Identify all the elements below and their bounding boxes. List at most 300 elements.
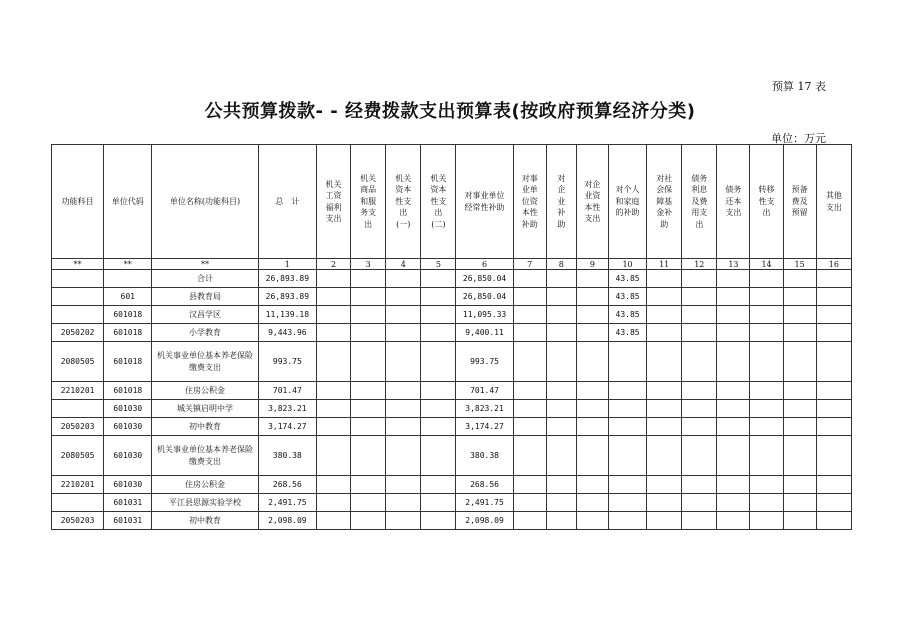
cell-c11: [647, 306, 682, 324]
index-cell: **: [104, 259, 152, 270]
cell-total: 380.38: [258, 436, 316, 476]
cell-c7: [513, 476, 546, 494]
cell-c16: [816, 400, 851, 418]
cell-c12: [682, 342, 717, 382]
index-cell: 4: [386, 259, 421, 270]
cell-c9: [576, 418, 608, 436]
cell-c7: [513, 306, 546, 324]
cell-c5: [421, 436, 456, 476]
cell-c7: [513, 324, 546, 342]
column-header: [750, 145, 783, 259]
cell-c16: [816, 382, 851, 400]
cell-c12: [682, 476, 717, 494]
cell-c12: [682, 436, 717, 476]
index-cell: 16: [816, 259, 851, 270]
column-header: [546, 145, 576, 259]
cell-func: 2210201: [52, 476, 104, 494]
cell-c10: [608, 400, 646, 418]
cell-c9: [576, 476, 608, 494]
cell-total: 2,491.75: [258, 494, 316, 512]
index-cell: 3: [351, 259, 386, 270]
cell-c15: [783, 324, 816, 342]
cell-c8: [546, 400, 576, 418]
header-line: 业单: [521, 185, 538, 195]
index-cell: 11: [647, 259, 682, 270]
cell-total: 3,174.27: [258, 418, 316, 436]
cell-c5: [421, 418, 456, 436]
cell-c15: [783, 288, 816, 306]
cell-c7: [513, 494, 546, 512]
cell-c15: [783, 436, 816, 476]
cell-c7: [513, 512, 546, 530]
header-line: (一): [396, 219, 411, 229]
header-line: 资本: [395, 185, 412, 195]
cell-c8: [546, 436, 576, 476]
page-title: 公共预算拨款- - 经费拨款支出预算表(按政府预算经济分类): [204, 101, 696, 122]
cell-func: [52, 270, 104, 288]
cell-c14: [750, 436, 783, 476]
column-header: [52, 145, 104, 259]
index-cell: 2: [316, 259, 350, 270]
cell-c5: [421, 512, 456, 530]
cell-c2: [316, 306, 350, 324]
cell-c5: [421, 400, 456, 418]
table-row: [52, 400, 852, 418]
index-cell: 10: [608, 259, 646, 270]
cell-c5: [421, 270, 456, 288]
cell-total: 2,098.09: [258, 512, 316, 530]
cell-c3: [351, 288, 386, 306]
cell-name: 平江县思源实验学校: [152, 494, 258, 512]
cell-total: 701.47: [258, 382, 316, 400]
column-header: [647, 145, 682, 259]
cell-c7: [513, 436, 546, 476]
cell-c15: [783, 382, 816, 400]
cell-c14: [750, 476, 783, 494]
cell-c13: [717, 270, 750, 288]
cell-c4: [386, 436, 421, 476]
cell-total: 11,139.18: [258, 306, 316, 324]
cell-c2: [316, 400, 350, 418]
cell-c15: [783, 400, 816, 418]
header-line: 和服: [360, 196, 377, 206]
cell-name: 机关事业单位基本养老保险缴费支出: [152, 436, 258, 476]
header-line: 对事业单位: [464, 191, 505, 200]
header-line: 性支: [395, 196, 412, 206]
column-header: [456, 145, 513, 259]
header-line: 出: [399, 208, 408, 218]
cell-c10: [608, 382, 646, 400]
cell-code: 601030: [104, 476, 152, 494]
cell-c11: [647, 270, 682, 288]
unit-label: 单位：万元: [771, 132, 826, 145]
cell-c10: [608, 494, 646, 512]
header-line: 转移: [758, 185, 775, 195]
cell-c12: [682, 306, 717, 324]
cell-c4: [386, 400, 421, 418]
table-row: [52, 476, 852, 494]
cell-c9: [576, 288, 608, 306]
cell-name: 住房公积金: [152, 382, 258, 400]
cell-c14: [750, 306, 783, 324]
cell-c13: [717, 324, 750, 342]
column-header: [608, 145, 646, 259]
table-row: [52, 288, 852, 306]
cell-c8: [546, 512, 576, 530]
cell-c16: [816, 418, 851, 436]
cell-c11: [647, 494, 682, 512]
cell-c5: [421, 342, 456, 382]
header-line: 和家庭: [615, 196, 640, 206]
table-row: [52, 436, 852, 476]
cell-c6: 380.38: [456, 436, 513, 476]
table-row: [52, 418, 852, 436]
column-header: [783, 145, 816, 259]
cell-name: 初中教育: [152, 512, 258, 530]
cell-c12: [682, 288, 717, 306]
cell-name: 机关事业单位基本养老保险缴费支出: [152, 342, 258, 382]
header-line: 补助: [521, 219, 538, 229]
index-cell: **: [52, 259, 104, 270]
cell-name: 汉昌学区: [152, 306, 258, 324]
cell-name: 县教育局: [152, 288, 258, 306]
cell-c14: [750, 418, 783, 436]
cell-c10: 43.85: [608, 288, 646, 306]
cell-total: 993.75: [258, 342, 316, 382]
cell-c13: [717, 418, 750, 436]
header-line: 业: [557, 196, 566, 206]
cell-c6: 268.56: [456, 476, 513, 494]
cell-c8: [546, 306, 576, 324]
index-cell: 9: [576, 259, 608, 270]
cell-c11: [647, 418, 682, 436]
cell-c6: 701.47: [456, 382, 513, 400]
index-cell: 12: [682, 259, 717, 270]
cell-c10: [608, 342, 646, 382]
cell-c2: [316, 382, 350, 400]
cell-c16: [816, 476, 851, 494]
cell-func: [52, 306, 104, 324]
cell-c3: [351, 476, 386, 494]
budget-table: [51, 144, 852, 530]
cell-name: 住房公积金: [152, 476, 258, 494]
cell-c16: [816, 494, 851, 512]
header-line: 其他: [825, 191, 842, 200]
cell-c11: [647, 288, 682, 306]
cell-c10: [608, 418, 646, 436]
cell-code: 601030: [104, 418, 152, 436]
cell-c12: [682, 512, 717, 530]
cell-code: 601018: [104, 306, 152, 324]
header-line: 对社: [656, 173, 673, 183]
cell-c13: [717, 512, 750, 530]
cell-c7: [513, 270, 546, 288]
cell-c8: [546, 342, 576, 382]
cell-c4: [386, 494, 421, 512]
header-line: 对企: [584, 179, 601, 189]
header-line: 还本: [725, 196, 742, 206]
cell-c12: [682, 324, 717, 342]
cell-c12: [682, 270, 717, 288]
cell-c10: 43.85: [608, 270, 646, 288]
header-line: 的补助: [615, 208, 640, 218]
column-header: [152, 145, 258, 259]
cell-func: [52, 494, 104, 512]
cell-c4: [386, 270, 421, 288]
header-line: 单位名称(功能科目): [169, 196, 241, 206]
cell-c4: [386, 476, 421, 494]
cell-func: 2210201: [52, 382, 104, 400]
cell-c14: [750, 400, 783, 418]
cell-c13: [717, 288, 750, 306]
cell-func: [52, 288, 104, 306]
cell-c12: [682, 400, 717, 418]
cell-c11: [647, 324, 682, 342]
column-header: [386, 145, 421, 259]
table-row: [52, 324, 852, 342]
cell-c6: 993.75: [456, 342, 513, 382]
header-line: 经常性补助: [464, 202, 505, 212]
cell-code: 601: [104, 288, 152, 306]
cell-c15: [783, 418, 816, 436]
column-header: [513, 145, 546, 259]
cell-c9: [576, 400, 608, 418]
header-line: 福利: [325, 202, 342, 212]
header-line: 预备: [791, 185, 808, 195]
cell-c5: [421, 288, 456, 306]
header-line: 助: [660, 219, 669, 229]
cell-c2: [316, 324, 350, 342]
cell-c16: [816, 288, 851, 306]
cell-code: 601031: [104, 512, 152, 530]
header-line: 助: [557, 219, 566, 229]
index-cell: 7: [513, 259, 546, 270]
header-line: 功能科目: [61, 196, 94, 206]
cell-total: 9,443.96: [258, 324, 316, 342]
cell-c3: [351, 306, 386, 324]
column-header: [421, 145, 456, 259]
header-line: 对: [557, 173, 566, 183]
cell-name: 城关镇启明中学: [152, 400, 258, 418]
cell-c10: [608, 512, 646, 530]
cell-func: [52, 400, 104, 418]
cell-c11: [647, 342, 682, 382]
column-header: [351, 145, 386, 259]
cell-code: 601018: [104, 324, 152, 342]
cell-c3: [351, 400, 386, 418]
column-header: [316, 145, 350, 259]
index-cell: 6: [456, 259, 513, 270]
cell-c5: [421, 306, 456, 324]
table-row: [52, 382, 852, 400]
cell-c11: [647, 476, 682, 494]
header-line: 出: [762, 208, 771, 218]
cell-c14: [750, 288, 783, 306]
header-line: 债务: [725, 185, 742, 195]
header-line: 商品: [360, 185, 377, 195]
header-line: 对事: [521, 173, 538, 183]
cell-total: 26,893.89: [258, 288, 316, 306]
header-line: 障基: [656, 196, 673, 206]
cell-c14: [750, 342, 783, 382]
cell-c14: [750, 324, 783, 342]
cell-c2: [316, 512, 350, 530]
cell-c9: [576, 342, 608, 382]
cell-c4: [386, 288, 421, 306]
cell-total: 26,893.89: [258, 270, 316, 288]
cell-c16: [816, 324, 851, 342]
header-line: 务支: [360, 208, 377, 218]
cell-c13: [717, 306, 750, 324]
index-cell: 14: [750, 259, 783, 270]
cell-c12: [682, 418, 717, 436]
cell-code: 601030: [104, 436, 152, 476]
header-line: 性支: [758, 196, 775, 206]
header-line: 支出: [825, 202, 842, 212]
cell-c9: [576, 494, 608, 512]
cell-c3: [351, 342, 386, 382]
cell-c14: [750, 512, 783, 530]
cell-c6: 2,098.09: [456, 512, 513, 530]
cell-c5: [421, 382, 456, 400]
cell-c3: [351, 270, 386, 288]
cell-c9: [576, 382, 608, 400]
table-number: 预算 17 表: [772, 80, 826, 93]
header-line: 位资: [521, 196, 538, 206]
cell-total: 3,823.21: [258, 400, 316, 418]
header-line: 费及: [791, 196, 808, 206]
cell-c11: [647, 382, 682, 400]
index-cell: 1: [258, 259, 316, 270]
header-line: (二): [431, 219, 446, 229]
cell-c16: [816, 436, 851, 476]
cell-c11: [647, 512, 682, 530]
header-line: 用支: [691, 208, 708, 218]
header-line: 机关: [430, 173, 447, 183]
cell-c8: [546, 288, 576, 306]
header-line: 预留: [791, 208, 808, 218]
column-header: [816, 145, 851, 259]
cell-c3: [351, 324, 386, 342]
header-line: 支出: [725, 208, 742, 218]
cell-c8: [546, 476, 576, 494]
cell-c13: [717, 436, 750, 476]
cell-c13: [717, 476, 750, 494]
cell-c10: 43.85: [608, 306, 646, 324]
cell-c6: 11,095.33: [456, 306, 513, 324]
cell-code: 601031: [104, 494, 152, 512]
table-row: [52, 306, 852, 324]
cell-c8: [546, 494, 576, 512]
cell-name: 初中教育: [152, 418, 258, 436]
cell-c11: [647, 400, 682, 418]
table-row: [52, 494, 852, 512]
column-header: [104, 145, 152, 259]
cell-c6: 3,823.21: [456, 400, 513, 418]
cell-c9: [576, 270, 608, 288]
cell-c2: [316, 494, 350, 512]
table-row: [52, 270, 852, 288]
cell-c8: [546, 270, 576, 288]
cell-code: [104, 270, 152, 288]
header-line: 工资: [325, 191, 342, 200]
cell-func: 2050203: [52, 418, 104, 436]
cell-c10: [608, 436, 646, 476]
cell-total: 268.56: [258, 476, 316, 494]
cell-c15: [783, 342, 816, 382]
header-line: 会保: [656, 185, 673, 195]
cell-c6: 2,491.75: [456, 494, 513, 512]
cell-c7: [513, 288, 546, 306]
cell-func: 2050202: [52, 324, 104, 342]
cell-c8: [546, 382, 576, 400]
cell-c9: [576, 324, 608, 342]
cell-c3: [351, 512, 386, 530]
cell-c6: 26,850.04: [456, 270, 513, 288]
cell-c5: [421, 476, 456, 494]
cell-c13: [717, 342, 750, 382]
index-row: [52, 259, 852, 270]
cell-c2: [316, 418, 350, 436]
cell-c7: [513, 382, 546, 400]
cell-c4: [386, 342, 421, 382]
cell-c4: [386, 382, 421, 400]
header-row: [52, 145, 852, 259]
cell-c13: [717, 400, 750, 418]
header-line: 债务: [691, 173, 708, 183]
cell-code: 601018: [104, 382, 152, 400]
cell-c15: [783, 494, 816, 512]
cell-c2: [316, 270, 350, 288]
cell-c6: 9,400.11: [456, 324, 513, 342]
header-line: 金补: [656, 208, 673, 218]
header-line: 本性: [521, 208, 538, 218]
cell-c7: [513, 418, 546, 436]
cell-c16: [816, 270, 851, 288]
cell-c6: 26,850.04: [456, 288, 513, 306]
header-line: 总 计: [275, 196, 300, 206]
cell-c10: [608, 476, 646, 494]
cell-c16: [816, 512, 851, 530]
cell-func: 2080505: [52, 342, 104, 382]
column-header: [717, 145, 750, 259]
header-line: 支出: [325, 214, 342, 223]
index-cell: **: [152, 259, 258, 270]
cell-c4: [386, 306, 421, 324]
table-body: [52, 145, 852, 530]
header-line: 业资: [584, 191, 601, 200]
cell-c3: [351, 418, 386, 436]
cell-c11: [647, 436, 682, 476]
cell-c4: [386, 418, 421, 436]
cell-c2: [316, 436, 350, 476]
cell-c3: [351, 494, 386, 512]
cell-name: 小学教育: [152, 324, 258, 342]
cell-c6: 3,174.27: [456, 418, 513, 436]
cell-c13: [717, 382, 750, 400]
header-line: 企: [557, 185, 566, 195]
column-header: [258, 145, 316, 259]
cell-c4: [386, 324, 421, 342]
cell-c8: [546, 418, 576, 436]
cell-c15: [783, 306, 816, 324]
cell-c3: [351, 382, 386, 400]
cell-c8: [546, 324, 576, 342]
cell-c14: [750, 382, 783, 400]
index-cell: 5: [421, 259, 456, 270]
cell-c7: [513, 342, 546, 382]
cell-c12: [682, 494, 717, 512]
